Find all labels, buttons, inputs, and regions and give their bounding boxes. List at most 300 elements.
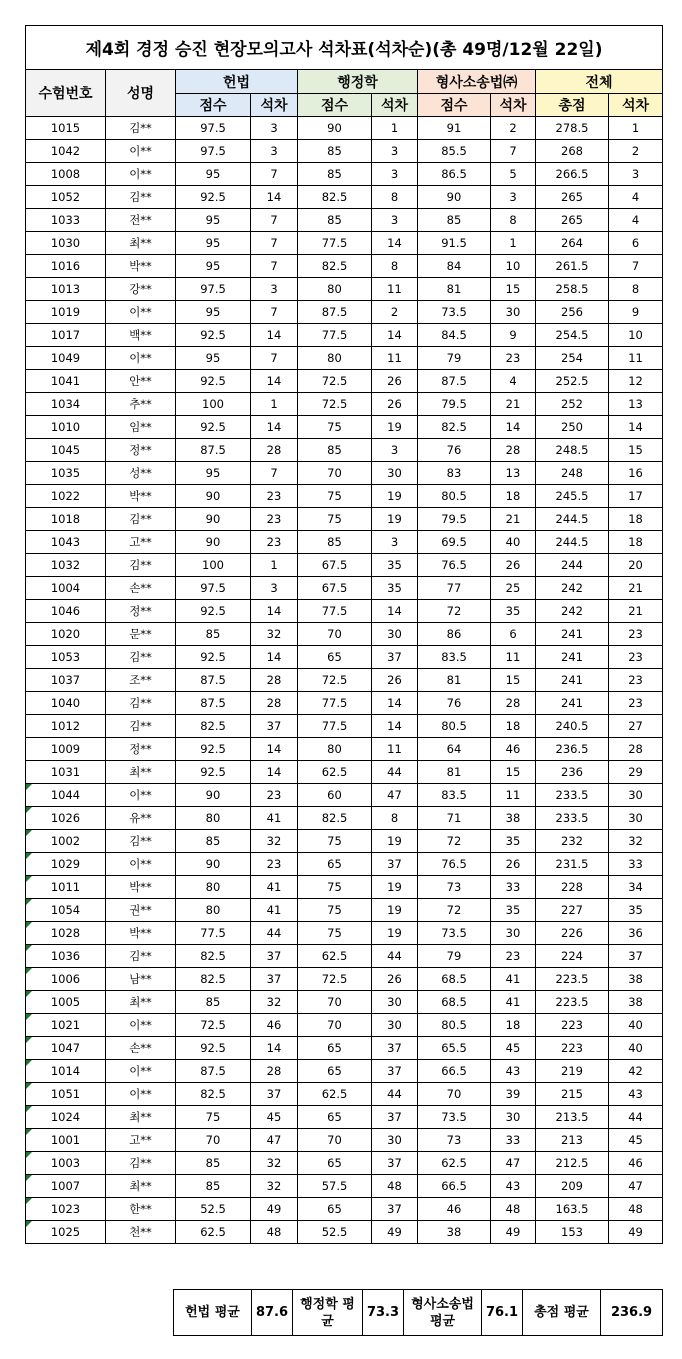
admin-rank-cell: 11 [372,347,418,370]
name-cell: 김** [106,646,176,669]
law-rank-cell: 41 [251,899,298,922]
table-row [26,577,663,600]
exam-number-cell: 1003 [26,1152,106,1175]
admin-rank-cell: 26 [372,370,418,393]
criminal-rank-cell: 8 [491,209,536,232]
name-cell: 이** [106,347,176,370]
table-row [26,922,663,945]
table-row [26,117,663,140]
total-rank-cell: 23 [609,669,663,692]
admin-score-cell: 57.5 [298,1175,372,1198]
law-rank-cell: 46 [251,1014,298,1037]
criminal-rank-cell: 14 [491,416,536,439]
law-rank-cell: 37 [251,715,298,738]
total-rank-cell: 48 [609,1198,663,1221]
header-criminal-score: 점수 [418,94,491,117]
total-score-cell: 236 [536,761,609,784]
law-score-cell: 92.5 [176,600,251,623]
table-row [26,830,663,853]
law-score-cell: 90 [176,853,251,876]
admin-score-cell: 77.5 [298,324,372,347]
table-row [26,554,663,577]
criminal-rank-cell: 26 [491,554,536,577]
criminal-score-cell: 85.5 [418,140,491,163]
total-score-cell: 244.5 [536,531,609,554]
table-row [26,255,663,278]
exam-number-cell: 1031 [26,761,106,784]
law-rank-cell: 28 [251,669,298,692]
criminal-score-cell: 72 [418,600,491,623]
total-rank-cell: 36 [609,922,663,945]
name-cell: 박** [106,255,176,278]
table-row [26,1198,663,1221]
law-rank-cell: 3 [251,140,298,163]
total-rank-cell: 28 [609,738,663,761]
law-score-cell: 92.5 [176,738,251,761]
total-score-cell: 233.5 [536,807,609,830]
averages-table [173,1289,663,1336]
criminal-score-cell: 76 [418,439,491,462]
total-score-cell: 258.5 [536,278,609,301]
total-score-cell: 248 [536,462,609,485]
law-score-cell: 82.5 [176,715,251,738]
name-cell: 권** [106,899,176,922]
criminal-rank-cell: 33 [491,1129,536,1152]
law-rank-cell: 37 [251,968,298,991]
criminal-score-cell: 80.5 [418,485,491,508]
name-cell: 최** [106,761,176,784]
name-cell: 백** [106,324,176,347]
criminal-rank-cell: 18 [491,715,536,738]
header-law-score: 점수 [176,94,251,117]
admin-rank-cell: 14 [372,715,418,738]
criminal-score-cell: 73.5 [418,301,491,324]
total-score-cell: 265 [536,186,609,209]
law-rank-cell: 1 [251,393,298,416]
table-row [26,163,663,186]
total-score-cell: 244 [536,554,609,577]
total-score-cell: 268 [536,140,609,163]
admin-score-cell: 75 [298,876,372,899]
admin-rank-cell: 37 [372,646,418,669]
law-score-cell: 90 [176,531,251,554]
criminal-rank-cell: 35 [491,899,536,922]
table-row [26,232,663,255]
exam-number-cell: 1030 [26,232,106,255]
admin-rank-cell: 44 [372,945,418,968]
law-rank-cell: 14 [251,186,298,209]
criminal-rank-cell: 35 [491,600,536,623]
criminal-rank-cell: 43 [491,1060,536,1083]
admin-rank-cell: 19 [372,485,418,508]
law-rank-cell: 41 [251,807,298,830]
header-group-constitutional-law: 헌법 [176,70,298,94]
name-cell: 박** [106,485,176,508]
total-score-cell: 212.5 [536,1152,609,1175]
law-score-cell: 85 [176,830,251,853]
total-rank-cell: 4 [609,186,663,209]
admin-score-cell: 77.5 [298,692,372,715]
table-row [26,1014,663,1037]
name-cell: 문** [106,623,176,646]
total-rank-cell: 30 [609,807,663,830]
admin-score-cell: 90 [298,117,372,140]
criminal-rank-cell: 11 [491,646,536,669]
criminal-score-cell: 83 [418,462,491,485]
admin-rank-cell: 30 [372,462,418,485]
criminal-score-cell: 84.5 [418,324,491,347]
law-rank-cell: 37 [251,1083,298,1106]
admin-score-cell: 67.5 [298,554,372,577]
admin-rank-cell: 19 [372,508,418,531]
admin-score-cell: 65 [298,1152,372,1175]
total-rank-cell: 3 [609,163,663,186]
admin-score-cell: 75 [298,830,372,853]
exam-number-cell: 1049 [26,347,106,370]
name-cell: 최** [106,1106,176,1129]
total-score-cell: 242 [536,577,609,600]
admin-score-cell: 82.5 [298,255,372,278]
law-rank-cell: 14 [251,1037,298,1060]
admin-score-cell: 77.5 [298,600,372,623]
total-score-cell: 226 [536,922,609,945]
criminal-score-cell: 70 [418,1083,491,1106]
exam-number-cell: 1006 [26,968,106,991]
table-row [26,186,663,209]
total-rank-cell: 44 [609,1106,663,1129]
exam-number-cell: 1051 [26,1083,106,1106]
header-total-rank: 석차 [609,94,663,117]
law-score-cell: 95 [176,232,251,255]
name-cell: 이** [106,301,176,324]
law-score-cell: 77.5 [176,922,251,945]
admin-score-cell: 87.5 [298,301,372,324]
total-rank-cell: 35 [609,899,663,922]
name-cell: 이** [106,1083,176,1106]
criminal-score-cell: 86.5 [418,163,491,186]
law-rank-cell: 3 [251,278,298,301]
name-cell: 김** [106,692,176,715]
avg-law-label: 헌법 평균 [174,1290,252,1336]
total-rank-cell: 7 [609,255,663,278]
table-row [26,1106,663,1129]
table-row [26,301,663,324]
admin-score-cell: 65 [298,646,372,669]
total-rank-cell: 1 [609,117,663,140]
total-rank-cell: 34 [609,876,663,899]
criminal-score-cell: 82.5 [418,416,491,439]
table-row [26,531,663,554]
header-group-public-admin: 행정학 [298,70,418,94]
law-score-cell: 85 [176,991,251,1014]
total-score-cell: 163.5 [536,1198,609,1221]
admin-rank-cell: 30 [372,623,418,646]
criminal-rank-cell: 26 [491,853,536,876]
criminal-rank-cell: 28 [491,439,536,462]
admin-rank-cell: 26 [372,669,418,692]
criminal-rank-cell: 18 [491,485,536,508]
admin-score-cell: 72.5 [298,669,372,692]
admin-rank-cell: 8 [372,186,418,209]
admin-rank-cell: 1 [372,117,418,140]
total-score-cell: 256 [536,301,609,324]
total-score-cell: 248.5 [536,439,609,462]
law-rank-cell: 14 [251,646,298,669]
name-cell: 김** [106,945,176,968]
name-cell: 손** [106,1037,176,1060]
law-score-cell: 62.5 [176,1221,251,1244]
total-score-cell: 215 [536,1083,609,1106]
criminal-score-cell: 66.5 [418,1060,491,1083]
criminal-score-cell: 46 [418,1198,491,1221]
admin-rank-cell: 19 [372,416,418,439]
criminal-score-cell: 83.5 [418,784,491,807]
law-score-cell: 95 [176,301,251,324]
avg-criminal-label: 형사소송법 평균 [404,1290,482,1336]
name-cell: 고** [106,531,176,554]
criminal-score-cell: 80.5 [418,1014,491,1037]
table-row [26,761,663,784]
criminal-score-cell: 91.5 [418,232,491,255]
criminal-score-cell: 73 [418,876,491,899]
exam-number-cell: 1034 [26,393,106,416]
total-rank-cell: 49 [609,1221,663,1244]
law-score-cell: 87.5 [176,1060,251,1083]
header-admin-rank: 석차 [372,94,418,117]
criminal-rank-cell: 45 [491,1037,536,1060]
law-rank-cell: 14 [251,600,298,623]
name-cell: 이** [106,784,176,807]
criminal-rank-cell: 48 [491,1198,536,1221]
name-cell: 손** [106,577,176,600]
header-admin-score: 점수 [298,94,372,117]
exam-number-cell: 1021 [26,1014,106,1037]
criminal-score-cell: 72 [418,899,491,922]
table-row [26,968,663,991]
total-rank-cell: 27 [609,715,663,738]
total-score-cell: 241 [536,623,609,646]
total-rank-cell: 33 [609,853,663,876]
table-row [26,853,663,876]
criminal-score-cell: 80.5 [418,715,491,738]
name-cell: 유** [106,807,176,830]
table-row [26,692,663,715]
name-cell: 한** [106,1198,176,1221]
total-rank-cell: 10 [609,324,663,347]
law-score-cell: 85 [176,1175,251,1198]
law-score-cell: 95 [176,163,251,186]
criminal-rank-cell: 3 [491,186,536,209]
total-rank-cell: 23 [609,623,663,646]
exam-number-cell: 1040 [26,692,106,715]
table-row [26,623,663,646]
admin-rank-cell: 14 [372,692,418,715]
law-rank-cell: 32 [251,830,298,853]
name-cell: 김** [106,117,176,140]
ranking-table [25,25,663,1244]
total-rank-cell: 37 [609,945,663,968]
total-rank-cell: 23 [609,646,663,669]
admin-score-cell: 80 [298,738,372,761]
total-score-cell: 219 [536,1060,609,1083]
exam-number-cell: 1035 [26,462,106,485]
admin-score-cell: 82.5 [298,807,372,830]
total-score-cell: 231.5 [536,853,609,876]
admin-score-cell: 85 [298,531,372,554]
total-score-cell: 228 [536,876,609,899]
exam-number-cell: 1052 [26,186,106,209]
table-row [26,393,663,416]
criminal-score-cell: 68.5 [418,991,491,1014]
admin-rank-cell: 37 [372,1152,418,1175]
name-cell: 김** [106,186,176,209]
law-rank-cell: 7 [251,163,298,186]
criminal-score-cell: 81 [418,761,491,784]
law-rank-cell: 23 [251,485,298,508]
avg-admin-value: 73.3 [363,1290,404,1336]
name-cell: 이** [106,1014,176,1037]
law-score-cell: 97.5 [176,117,251,140]
admin-score-cell: 80 [298,347,372,370]
law-score-cell: 90 [176,784,251,807]
law-rank-cell: 7 [251,347,298,370]
name-cell: 천** [106,1221,176,1244]
criminal-rank-cell: 49 [491,1221,536,1244]
admin-score-cell: 65 [298,1106,372,1129]
criminal-rank-cell: 6 [491,623,536,646]
name-cell: 강** [106,278,176,301]
law-rank-cell: 28 [251,1060,298,1083]
criminal-rank-cell: 15 [491,278,536,301]
criminal-score-cell: 62.5 [418,1152,491,1175]
table-row [26,1175,663,1198]
law-rank-cell: 14 [251,761,298,784]
law-score-cell: 82.5 [176,945,251,968]
total-score-cell: 223.5 [536,991,609,1014]
criminal-rank-cell: 23 [491,347,536,370]
admin-score-cell: 65 [298,1198,372,1221]
admin-score-cell: 75 [298,485,372,508]
law-rank-cell: 32 [251,991,298,1014]
law-score-cell: 100 [176,393,251,416]
exam-number-cell: 1007 [26,1175,106,1198]
criminal-rank-cell: 5 [491,163,536,186]
total-rank-cell: 14 [609,416,663,439]
name-cell: 김** [106,508,176,531]
header-total-score: 총점 [536,94,609,117]
law-score-cell: 92.5 [176,324,251,347]
criminal-rank-cell: 23 [491,945,536,968]
admin-score-cell: 72.5 [298,393,372,416]
total-score-cell: 261.5 [536,255,609,278]
criminal-rank-cell: 35 [491,830,536,853]
table-row [26,209,663,232]
law-rank-cell: 3 [251,577,298,600]
exam-number-cell: 1004 [26,577,106,600]
total-score-cell: 213.5 [536,1106,609,1129]
criminal-rank-cell: 25 [491,577,536,600]
name-cell: 이** [106,853,176,876]
total-rank-cell: 17 [609,485,663,508]
name-cell: 이** [106,163,176,186]
table-row [26,738,663,761]
criminal-rank-cell: 30 [491,1106,536,1129]
law-rank-cell: 14 [251,416,298,439]
table-row [26,1037,663,1060]
total-score-cell: 213 [536,1129,609,1152]
criminal-score-cell: 90 [418,186,491,209]
exam-number-cell: 1022 [26,485,106,508]
name-cell: 추** [106,393,176,416]
criminal-score-cell: 86 [418,623,491,646]
total-score-cell: 265 [536,209,609,232]
name-cell: 박** [106,922,176,945]
total-rank-cell: 16 [609,462,663,485]
admin-rank-cell: 26 [372,968,418,991]
admin-rank-cell: 14 [372,232,418,255]
admin-score-cell: 75 [298,922,372,945]
law-rank-cell: 49 [251,1198,298,1221]
total-rank-cell: 13 [609,393,663,416]
total-score-cell: 241 [536,669,609,692]
name-cell: 조** [106,669,176,692]
table-row [26,899,663,922]
exam-number-cell: 1001 [26,1129,106,1152]
exam-number-cell: 1019 [26,301,106,324]
criminal-rank-cell: 43 [491,1175,536,1198]
admin-rank-cell: 44 [372,1083,418,1106]
name-cell: 최** [106,232,176,255]
admin-score-cell: 82.5 [298,186,372,209]
law-score-cell: 95 [176,462,251,485]
avg-total-label: 총점 평균 [523,1290,601,1336]
total-rank-cell: 47 [609,1175,663,1198]
table-row [26,370,663,393]
table-row [26,807,663,830]
criminal-score-cell: 38 [418,1221,491,1244]
law-rank-cell: 14 [251,324,298,347]
total-score-cell: 233.5 [536,784,609,807]
law-rank-cell: 7 [251,209,298,232]
total-rank-cell: 21 [609,577,663,600]
criminal-score-cell: 77 [418,577,491,600]
law-score-cell: 92.5 [176,186,251,209]
total-score-cell: 254.5 [536,324,609,347]
criminal-rank-cell: 2 [491,117,536,140]
admin-score-cell: 85 [298,209,372,232]
name-cell: 김** [106,830,176,853]
admin-rank-cell: 19 [372,830,418,853]
name-cell: 정** [106,600,176,623]
law-rank-cell: 14 [251,370,298,393]
table-row [26,347,663,370]
total-rank-cell: 32 [609,830,663,853]
law-rank-cell: 7 [251,462,298,485]
law-score-cell: 80 [176,899,251,922]
admin-score-cell: 70 [298,1129,372,1152]
criminal-score-cell: 85 [418,209,491,232]
law-score-cell: 80 [176,876,251,899]
header-criminal-rank: 석차 [491,94,536,117]
criminal-score-cell: 73.5 [418,922,491,945]
criminal-rank-cell: 21 [491,393,536,416]
total-rank-cell: 18 [609,531,663,554]
criminal-score-cell: 71 [418,807,491,830]
criminal-score-cell: 66.5 [418,1175,491,1198]
total-score-cell: 250 [536,416,609,439]
admin-rank-cell: 47 [372,784,418,807]
total-score-cell: 252.5 [536,370,609,393]
